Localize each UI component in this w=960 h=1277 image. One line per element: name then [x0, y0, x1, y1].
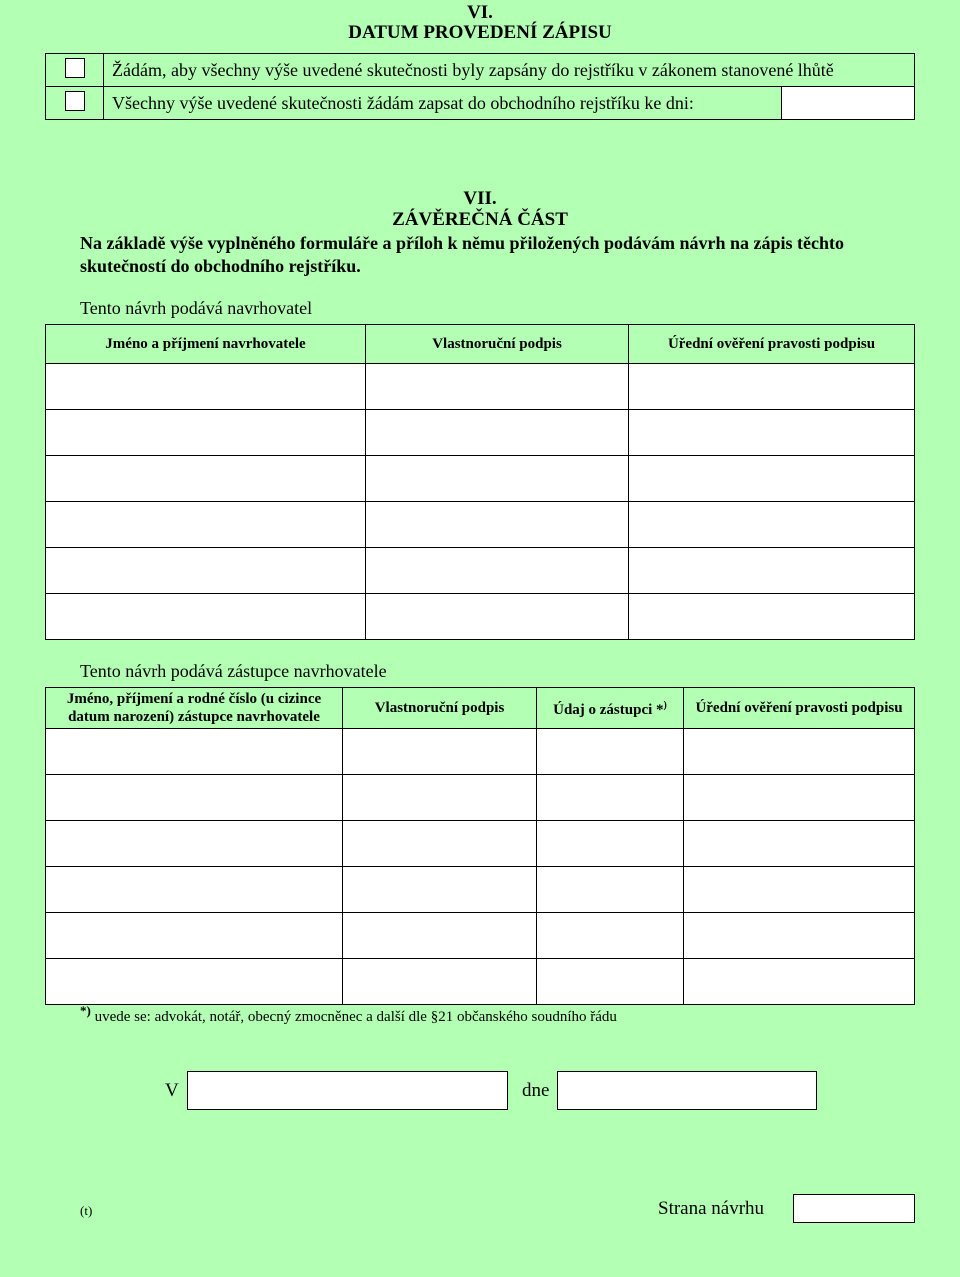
column-header: Vlastnoruční podpis: [366, 325, 629, 364]
representative-info-cell[interactable]: [537, 729, 684, 775]
applicant-verification-cell[interactable]: [629, 502, 915, 548]
table-row: [46, 729, 915, 775]
applicant-name-cell[interactable]: [46, 456, 366, 502]
representative-name-cell[interactable]: [46, 775, 343, 821]
representative-info-cell[interactable]: [537, 821, 684, 867]
applicant-signature-cell[interactable]: [366, 502, 629, 548]
representative-name-cell[interactable]: [46, 959, 343, 1005]
representative-name-cell[interactable]: [46, 913, 343, 959]
section7-title: ZÁVĚREČNÁ ČÁST: [392, 209, 568, 230]
representative-signature-cell[interactable]: [343, 729, 537, 775]
table-row: [46, 364, 915, 410]
representative-signature-cell[interactable]: [343, 775, 537, 821]
table-header-row: [46, 325, 915, 364]
applicant-verification-cell[interactable]: [629, 594, 915, 640]
representative-name-cell[interactable]: [46, 821, 343, 867]
applicant-verification-cell[interactable]: [629, 456, 915, 502]
applicant-name-cell[interactable]: [46, 594, 366, 640]
table-row: [46, 410, 915, 456]
applicant-name-cell[interactable]: [46, 364, 366, 410]
column-header: Úřední ověření pravosti podpisu: [629, 325, 915, 364]
column-header-footnote-mark: ): [663, 700, 667, 711]
column-header-representative-info: [537, 688, 684, 729]
place-field[interactable]: [187, 1071, 508, 1110]
applicant-verification-cell[interactable]: [629, 410, 915, 456]
footnote-text: uvede se: advokát, notář, obecný zmocněnec a další dle §21 občanského soudního řádu: [94, 1009, 617, 1025]
execution-date-field[interactable]: [782, 87, 915, 120]
applicant-signature-cell[interactable]: [366, 594, 629, 640]
table-header-row: [46, 688, 915, 729]
place-label: V: [165, 1080, 179, 1101]
representative-verification-cell[interactable]: [684, 913, 915, 959]
applicant-name-cell[interactable]: [46, 502, 366, 548]
option-row-specific-date: [46, 87, 915, 120]
table-row: [46, 959, 915, 1005]
representative-name-cell[interactable]: [46, 729, 343, 775]
table-row: [46, 548, 915, 594]
applicant-verification-cell[interactable]: [629, 364, 915, 410]
section6-number: VI.: [467, 2, 493, 23]
column-header-text: Údaj o zástupci *: [553, 702, 664, 718]
representative-verification-cell[interactable]: [684, 775, 915, 821]
applicant-signature-cell[interactable]: [366, 456, 629, 502]
representative-signature-cell[interactable]: [343, 867, 537, 913]
representative-verification-cell[interactable]: [684, 959, 915, 1005]
table-row: [46, 456, 915, 502]
specific-date-checkbox[interactable]: [65, 91, 85, 111]
option-label-statutory: Žádám, aby všechny výše uvedené skutečnosti byly zapsány do rejstříku v zákonem stanovené lhůtě: [104, 54, 915, 87]
applicant-table: [45, 324, 915, 640]
page-number-field[interactable]: [793, 1194, 915, 1223]
date-label: dne: [522, 1080, 550, 1101]
representative-heading: Tento návrh podává zástupce navrhovatele: [80, 661, 387, 681]
applicant-signature-cell[interactable]: [366, 548, 629, 594]
section7-intro: Na základě výše vyplněného formuláře a příloh k němu přiložených podávám návrh na zápis těchto skutečností do obchodního rejstříku.: [80, 233, 845, 276]
table-row: [46, 594, 915, 640]
table-row: [46, 502, 915, 548]
option-label-specific-date: Všechny výše uvedené skutečnosti žádám zapsat do obchodního rejstříku ke dni:: [104, 87, 782, 120]
representative-verification-cell[interactable]: [684, 729, 915, 775]
section7-number: VII.: [463, 188, 497, 209]
table-row: [46, 913, 915, 959]
page-number-label: Strana návrhu: [658, 1198, 765, 1219]
column-header: Jméno, příjmení a rodné číslo (u cizince datum narození) zástupce navrhovatele: [46, 688, 343, 729]
date-field[interactable]: [557, 1071, 817, 1110]
representative-signature-cell[interactable]: [343, 959, 537, 1005]
representative-table: [45, 687, 915, 1005]
statutory-deadline-checkbox[interactable]: [65, 58, 85, 78]
representative-signature-cell[interactable]: [343, 821, 537, 867]
column-header: Vlastnoruční podpis: [343, 688, 537, 729]
column-header: Úřední ověření pravosti podpisu: [684, 688, 915, 729]
representative-info-cell[interactable]: [537, 775, 684, 821]
representative-verification-cell[interactable]: [684, 821, 915, 867]
applicant-signature-cell[interactable]: [366, 410, 629, 456]
table-row: [46, 775, 915, 821]
applicant-signature-cell[interactable]: [366, 364, 629, 410]
applicant-verification-cell[interactable]: [629, 548, 915, 594]
checkbox-cell: [46, 54, 104, 87]
representative-info-cell[interactable]: [537, 867, 684, 913]
footnote: [80, 1003, 617, 1026]
execution-date-options: [45, 53, 915, 120]
table-row: [46, 821, 915, 867]
applicant-name-cell[interactable]: [46, 410, 366, 456]
representative-info-cell[interactable]: [537, 959, 684, 1005]
footnote-mark: *): [80, 1003, 91, 1018]
table-row: [46, 867, 915, 913]
representative-verification-cell[interactable]: [684, 867, 915, 913]
column-header: Jméno a příjmení navrhovatele: [46, 325, 366, 364]
section6-title: DATUM PROVEDENÍ ZÁPISU: [348, 22, 612, 43]
form-code: (t): [80, 1203, 93, 1218]
representative-name-cell[interactable]: [46, 867, 343, 913]
checkbox-cell: [46, 87, 104, 120]
option-row-statutory: [46, 54, 915, 87]
applicant-heading: Tento návrh podává navrhovatel: [80, 298, 313, 318]
representative-signature-cell[interactable]: [343, 913, 537, 959]
applicant-name-cell[interactable]: [46, 548, 366, 594]
representative-info-cell[interactable]: [537, 913, 684, 959]
